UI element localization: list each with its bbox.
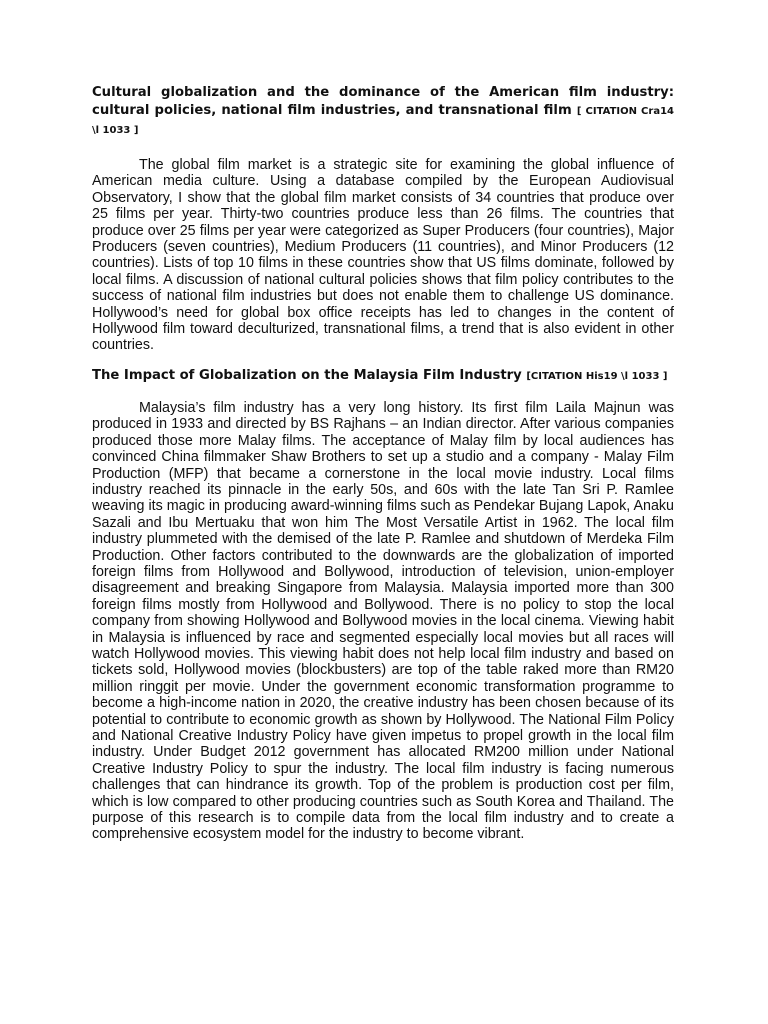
document-page — [92, 84, 674, 843]
section-heading-text: The Impact of Globalization on the Malaysia Film Industry — [92, 367, 522, 383]
section-heading-cultural-globalization — [92, 84, 674, 140]
citation-field: [CITATION His19 \l 1033 ] — [526, 370, 668, 382]
section-heading-malaysia-film — [92, 367, 674, 386]
paragraph-cultural-globalization: The global film market is a strategic site for examining the global influence of American media culture. Using a database compiled by the European Audiovisual Observatory, I show that the global film market consists of 34 countries that produce over 25 films per year. Thirty-two countries produce less than 26 films. The countries that produce over 25 films per year were categorized as Super Producers (four countries), Major Producers (seven countries), Medium Producers (11 countries), and Minor Producers (12 countries). Lists of top 10 films in these countries show that US films dominate, followed by local films. A discussion of national cultural policies shows that film policy contributes to the success of national film industries but does not enable them to challenge US dominance. Hollywood’s need for global box office receipts has led to changes in the content of Hollywood film toward deculturized, transnational films, a trend that is also evident in other countries. — [92, 157, 674, 354]
citation-field: [ CITATION Cra14 \l 1033 ] — [92, 106, 674, 136]
section-heading-text: Cultural globalization and the dominance of the American film industry: cultural policies, national film industries, and transnational film — [92, 85, 674, 118]
paragraph-malaysia-film: Malaysia’s film industry has a very long history. Its first film Laila Majnun was produced in 1933 and directed by BS Rajhans – an Indian director. After various companies produced those more Malay films. The acceptance of Malay film by local audiences has convinced China filmmaker Shaw Brothers to set up a studio and a company - Malay Film Production (MFP) that became a cornerstone in the local movie industry. Local films industry reached its pinnacle in the early 50s, and 60s with the late Tan Sri P. Ramlee weaving its magic in producing award-winning films such as Pendekar Bujang Lapok, Anaku Sazali and Ibu Mertuaku that won him The Most Versatile Artist in 1962. The local film industry plummeted with the demised of the late P. Ramlee and shutdown of Merdeka Film Production. Other factors contributed to the downwards are the globalization of imported foreign films from Hollywood and Bollywood, introduction of television, union-employer disagreement and breaking Singapore from Malaysia. Malaysia imported more than 300 foreign films mostly from Hollywood and Bollywood. There is no policy to stop the local company from showing Hollywood and Bollywood movies in the local cinema. Viewing habit in Malaysia is influenced by race and segmented especially local movies but all races will watch Hollywood movies. This viewing habit does not help local film industry and based on tickets sold, Hollywood movies (blockbusters) are top of the table raked more than RM20 million ringgit per movie. Under the government economic transformation programme to become a high-income nation in 2020, the creative industry has been chosen because of its potential to contribute to economic growth as shown by Hollywood. The National Film Policy and National Creative Industry Policy have given impetus to propel growth in the local film industry. Under Budget 2012 government has allocated RM200 million under National Creative Industry Policy to spur the industry. The local film industry is facing numerous challenges that can hindrance its growth. Top of the problem is production cost per film, which is low compared to other producing countries such as South Korea and Thailand. The purpose of this research is to compile data from the local film industry and to create a comprehensive ecosystem model for the industry to become vibrant. — [92, 399, 674, 843]
